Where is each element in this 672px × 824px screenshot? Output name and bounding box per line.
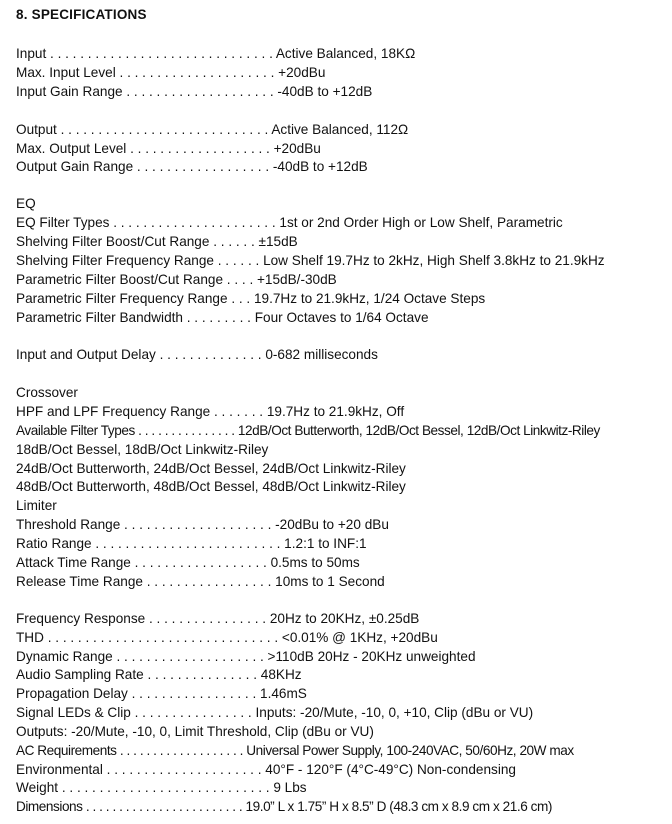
spec-line-signal-leds: Signal LEDs & Clip . . . . . . . . . . . . . . . . Inputs: -20/Mute, -10, 0, +10, Clip (dBu or VU) xyxy=(16,705,534,720)
spec-heading-crossover: Crossover xyxy=(16,385,78,400)
spec-line-hpf-lpf-range: HPF and LPF Frequency Range . . . . . . . 19.7Hz to 21.9kHz, Off xyxy=(16,404,405,419)
spec-line-output-leds: Outputs: -20/Mute, -10, 0, Limit Threshold, Clip (dBu or VU) xyxy=(16,724,374,739)
spec-line-output-gain-range: Output Gain Range . . . . . . . . . . . . . . . . . . -40dB to +12dB xyxy=(16,159,368,174)
spec-line-parametric-boost-cut: Parametric Filter Boost/Cut Range . . . . +15dB/-30dB xyxy=(16,272,337,287)
section-title: 8. SPECIFICATIONS xyxy=(16,7,147,22)
spec-line-available-filter-types: Available Filter Types . . . . . . . . . . . . . . . 12dB/Oct Butterworth, 12dB/Oct Bessel, 12dB/Oct Linkwitz-Riley xyxy=(16,423,600,438)
spec-line-parametric-frequency: Parametric Filter Frequency Range . . . 19.7Hz to 21.9kHz, 1/24 Octave Steps xyxy=(16,291,486,306)
spec-line-thd: THD . . . . . . . . . . . . . . . . . . . . . . . . . . . . . . . <0.01% @ 1KHz, +20dBu xyxy=(16,630,438,645)
spec-line-input-gain-range: Input Gain Range . . . . . . . . . . . . . . . . . . . . -40dB to +12dB xyxy=(16,84,373,99)
spec-line-dynamic-range: Dynamic Range . . . . . . . . . . . . . . . . . . . . >110dB 20Hz - 20KHz unweighted xyxy=(16,649,476,664)
spec-line-shelving-frequency: Shelving Filter Frequency Range . . . . . . Low Shelf 19.7Hz to 2kHz, High Shelf 3.8kHz to 21.9kHz xyxy=(16,253,605,268)
spec-line-dimensions: Dimensions . . . . . . . . . . . . . . . . . . . . . . . . 19.0” L x 1.75” H x 8.5” D (48.3 cm x 8.9 cm x 21.6 cm) xyxy=(16,799,552,814)
spec-line-weight: Weight . . . . . . . . . . . . . . . . . . . . . . . . . . . . 9 Lbs xyxy=(16,780,307,795)
spec-line-filter-types-24db: 24dB/Oct Butterworth, 24dB/Oct Bessel, 24dB/Oct Linkwitz-Riley xyxy=(16,461,406,476)
spec-heading-limiter: Limiter xyxy=(16,498,57,513)
spec-line-attack-time: Attack Time Range . . . . . . . . . . . . . . . . . . 0.5ms to 50ms xyxy=(16,555,360,570)
spec-line-max-output-level: Max. Output Level . . . . . . . . . . . . . . . . . . . +20dBu xyxy=(16,141,321,156)
spec-line-ratio-range: Ratio Range . . . . . . . . . . . . . . . . . . . . . . . . . 1.2:1 to INF:1 xyxy=(16,536,367,551)
spec-line-threshold-range: Threshold Range . . . . . . . . . . . . . . . . . . . . -20dBu to +20 dBu xyxy=(16,517,389,532)
spec-heading-eq: EQ xyxy=(16,196,36,211)
spec-line-input: Input . . . . . . . . . . . . . . . . . . . . . . . . . . . . . . Active Balanced, 18KΩ xyxy=(16,46,416,61)
spec-line-delay: Input and Output Delay . . . . . . . . . . . . . . 0-682 milliseconds xyxy=(16,347,378,362)
spec-line-release-time: Release Time Range . . . . . . . . . . . . . . . . . 10ms to 1 Second xyxy=(16,574,385,589)
spec-line-propagation-delay: Propagation Delay . . . . . . . . . . . . . . . . . 1.46mS xyxy=(16,686,307,701)
spec-line-eq-filter-types: EQ Filter Types . . . . . . . . . . . . . . . . . . . . . . 1st or 2nd Order High or Low Shelf, Parametric xyxy=(16,215,563,230)
spec-line-shelving-boost-cut: Shelving Filter Boost/Cut Range . . . . . . ±15dB xyxy=(16,234,298,249)
spec-line-filter-types-48db: 48dB/Oct Butterworth, 48dB/Oct Bessel, 48dB/Oct Linkwitz-Riley xyxy=(16,479,406,494)
spec-line-environmental: Environmental . . . . . . . . . . . . . . . . . . . . . 40°F - 120°F (4°C-49°C) Non-condensing xyxy=(16,762,516,777)
spec-line-ac-requirements: AC Requirements . . . . . . . . . . . . . . . . . . . Universal Power Supply, 100-240VAC, 50/60Hz, 20W max xyxy=(16,743,574,758)
spec-line-max-input-level: Max. Input Level . . . . . . . . . . . . . . . . . . . . . +20dBu xyxy=(16,65,326,80)
spec-line-filter-types-18db: 18dB/Oct Bessel, 18dB/Oct Linkwitz-Riley xyxy=(16,442,269,457)
spec-line-parametric-bandwidth: Parametric Filter Bandwidth . . . . . . . . . Four Octaves to 1/64 Octave xyxy=(16,310,429,325)
spec-line-output: Output . . . . . . . . . . . . . . . . . . . . . . . . . . . . Active Balanced, 112Ω xyxy=(16,122,409,137)
spec-line-sampling-rate: Audio Sampling Rate . . . . . . . . . . . . . . . 48KHz xyxy=(16,667,302,682)
spec-line-frequency-response: Frequency Response . . . . . . . . . . . . . . . . 20Hz to 20KHz, ±0.25dB xyxy=(16,611,420,626)
